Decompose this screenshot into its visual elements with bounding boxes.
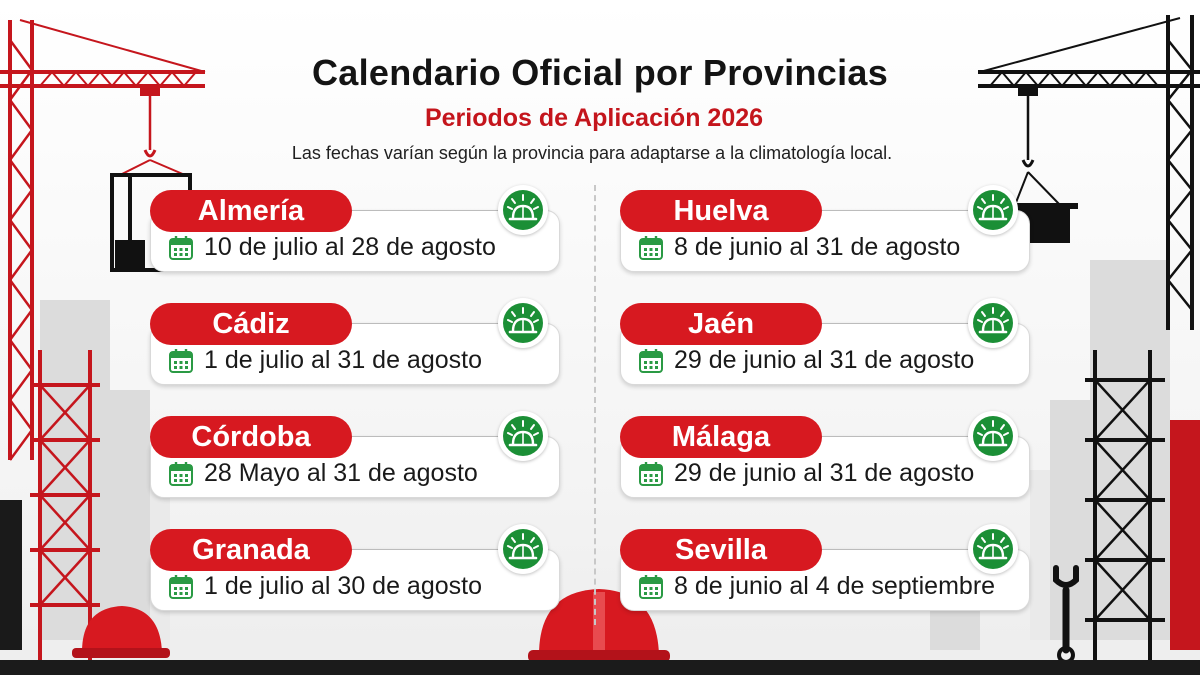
province-name: Sevilla (620, 529, 822, 571)
province-name: Málaga (620, 416, 822, 458)
date-range: 28 Mayo al 31 de agosto (204, 459, 478, 487)
province-name: Granada (150, 529, 352, 571)
province-name: Huelva (620, 190, 822, 232)
province-card (150, 303, 560, 403)
province-card (620, 190, 1030, 290)
province-card (620, 416, 1030, 516)
card-connector (820, 323, 972, 324)
page-title: Calendario Oficial por Provincias (311, 52, 889, 93)
province-card (150, 190, 560, 290)
province-name: Jaén (620, 303, 822, 345)
card-connector (350, 549, 502, 550)
province-name: Córdoba (150, 416, 352, 458)
province-card (620, 529, 1030, 629)
calendar-icon (638, 574, 664, 600)
calendar-icon (168, 574, 194, 600)
column-divider (594, 185, 596, 625)
hardhat-sun-icon (498, 411, 548, 461)
calendar-icon (168, 348, 194, 374)
card-connector (820, 549, 972, 550)
page-subtitle: Periodos de Aplicación 2026 (424, 104, 764, 132)
date-range: 8 de junio al 31 de agosto (674, 233, 961, 261)
date-range: 1 de julio al 31 de agosto (204, 346, 482, 374)
province-card (620, 303, 1030, 403)
card-connector (350, 323, 502, 324)
card-connector (350, 436, 502, 437)
calendar-icon (168, 461, 194, 487)
hardhat-sun-icon (968, 298, 1018, 348)
date-range: 10 de julio al 28 de agosto (204, 233, 496, 261)
date-range: 1 de julio al 30 de agosto (204, 572, 482, 600)
date-range: 29 de junio al 31 de agosto (674, 346, 975, 374)
card-connector (820, 436, 972, 437)
province-name: Cádiz (150, 303, 352, 345)
province-name: Almería (150, 190, 352, 232)
hardhat-sun-icon (968, 411, 1018, 461)
hardhat-sun-icon (498, 524, 548, 574)
hardhat-sun-icon (968, 185, 1018, 235)
calendar-icon (638, 348, 664, 374)
province-card (150, 529, 560, 629)
date-range: 29 de junio al 31 de agosto (674, 459, 975, 487)
hardhat-sun-icon (968, 524, 1018, 574)
card-connector (820, 210, 972, 211)
province-card (150, 416, 560, 516)
card-connector (350, 210, 502, 211)
calendar-icon (638, 461, 664, 487)
calendar-icon (638, 235, 664, 261)
date-range: 8 de junio al 4 de septiembre (674, 572, 996, 600)
calendar-icon (168, 235, 194, 261)
hardhat-sun-icon (498, 185, 548, 235)
page-note: Las fechas varían según la provincia para adaptarse a la climatología local. (291, 143, 893, 163)
hardhat-sun-icon (498, 298, 548, 348)
